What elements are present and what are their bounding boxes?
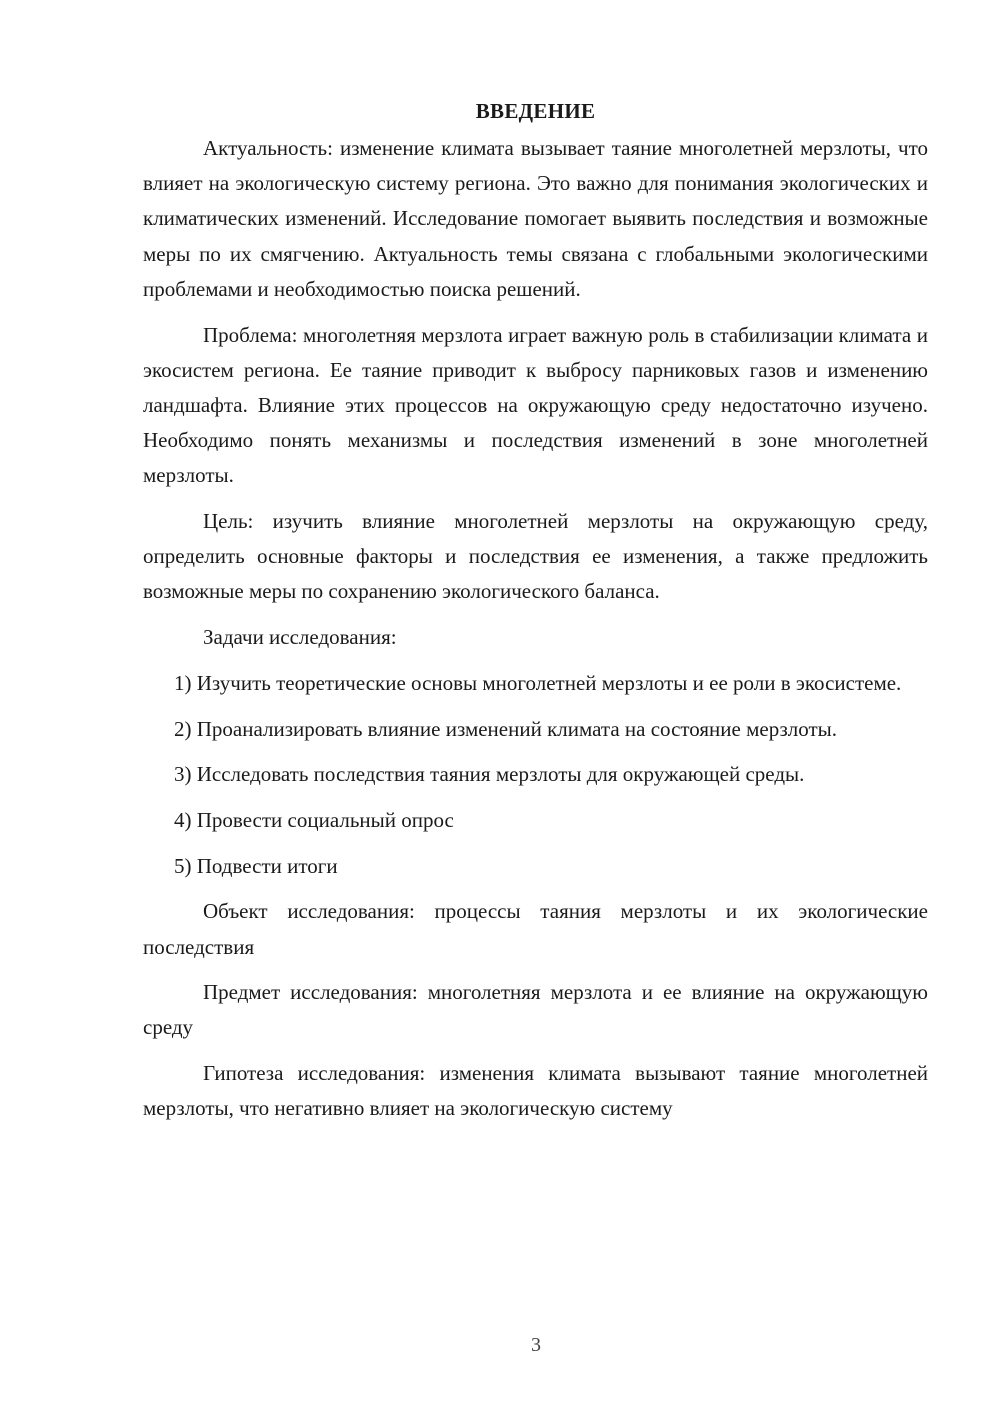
subject-paragraph: Предмет исследования: многолетняя мерзлота и ее влияние на окружающую среду <box>143 980 928 1040</box>
goal-paragraph: Цель: изучить влияние многолетней мерзлоты на окружающую среду, определить основные факторы и последствия ее изменения, а также предложить возможные меры по сохранению экологического баланса. <box>143 509 928 604</box>
problem-paragraph: Проблема: многолетняя мерзлота играет важную роль в стабилизации климата и экосистем региона. Ее таяние приводит к выбросу парниковых газов и изменению ландшафта. Влияние этих процессов на окружающую среду недостаточно изучено. Необходимо понять механизмы и последствия изменений в зоне многолетней мерзлоты. <box>143 322 928 488</box>
task-item-2: 2) Проанализировать влияние изменений климата на состояние мерзлоты. <box>174 716 838 741</box>
tasks-intro: Задачи исследования: <box>203 625 397 650</box>
page-number: 3 <box>531 1334 541 1356</box>
task-item-4: 4) Провести социальный опрос <box>174 807 454 832</box>
relevance-paragraph: Актуальность: изменение климата вызывает таяние многолетней мерзлоты, что влияет на экологическую систему региона. Это важно для понимания экологических и климатических изменений. Исследование помогает выявить последствия и возможные меры по их смягчению. Актуальность темы связана с глобальными экологическими проблемами и необходимостью поиска решений. <box>143 136 928 301</box>
hypothesis-paragraph: Гипотеза исследования: изменения климата вызывают таяние многолетней мерзлоты, что негативно влияет на экологическую систему <box>143 1061 928 1121</box>
task-item-3: 3) Исследовать последствия таяния мерзлоты для окружающей среды. <box>174 762 805 787</box>
section-heading: ВВЕДЕНИЕ <box>475 99 596 123</box>
document-page <box>143 96 928 1127</box>
task-item-1: 1) Изучить теоретические основы многолетней мерзлоты и ее роли в экосистеме. <box>174 670 902 695</box>
task-item-5: 5) Подвести итоги <box>174 853 338 878</box>
object-paragraph: Объект исследования: процессы таяния мерзлоты и их экологические последствия <box>143 899 928 959</box>
